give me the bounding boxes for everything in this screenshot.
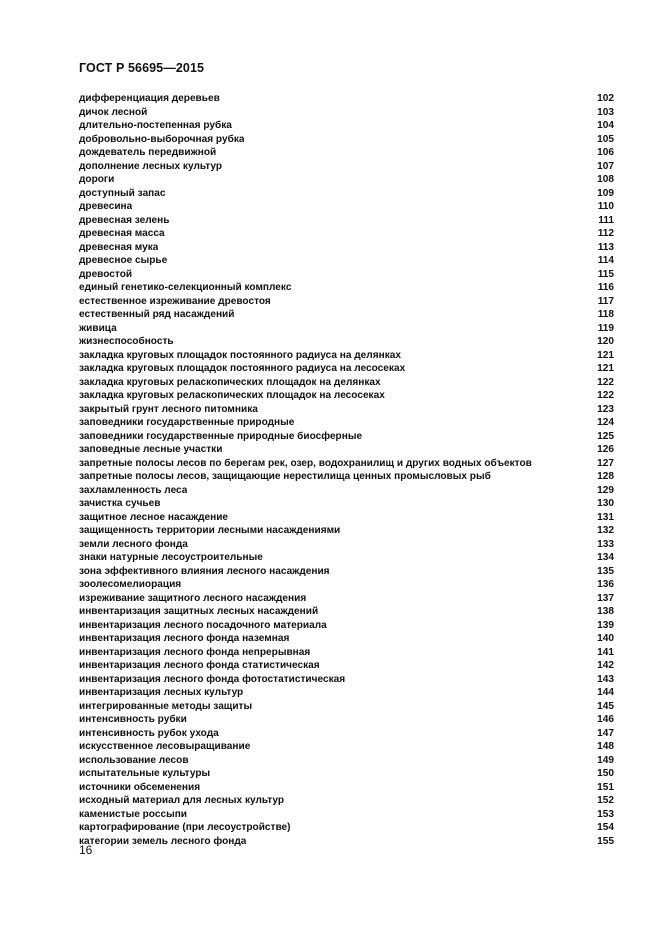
index-term: картографирование (при лесоустройстве): [79, 822, 291, 833]
index-term: единый генетико-селекционный комплекс: [79, 282, 292, 293]
index-row: [79, 430, 614, 444]
index-row: [79, 457, 614, 471]
index-term: знаки натурные лесоустроительные: [79, 552, 263, 563]
index-term: использование лесов: [79, 754, 189, 766]
index-page-ref: 102: [597, 93, 614, 104]
index-row: [79, 470, 614, 484]
index-term: искусственное лесовыращивание: [79, 741, 251, 752]
index-term: инвентаризация лесных культур: [79, 687, 244, 698]
index-row: [79, 389, 614, 403]
index-page-ref: 151: [597, 781, 614, 793]
index-term: древесина: [79, 201, 133, 212]
index-page-ref: 110: [597, 201, 614, 212]
index-row: [79, 686, 614, 700]
index-term: изреживание защитного лесного насаждения: [79, 592, 307, 604]
index-term: дополнение лесных культур: [79, 160, 223, 172]
index-page-ref: 103: [597, 106, 614, 118]
index-term: инвентаризация лесного фонда непрерывная: [79, 646, 311, 658]
index-page-ref: 120: [597, 336, 614, 347]
index-page-ref: 149: [597, 754, 614, 766]
index-page-ref: 106: [597, 147, 614, 158]
index-page-ref: 131: [597, 511, 614, 523]
term-index-list: [79, 92, 614, 848]
index-row: [79, 227, 614, 241]
index-term: закладка круговых площадок постоянного радиуса на лесосеках: [79, 363, 406, 374]
index-term: каменистые россыпи: [79, 808, 187, 820]
index-row: [79, 713, 614, 727]
index-term: живица: [79, 322, 117, 334]
index-page-ref: 116: [597, 282, 614, 293]
index-row: [79, 565, 614, 579]
index-page-ref: 115: [597, 268, 614, 280]
index-page-ref: 122: [597, 376, 614, 388]
index-row: [79, 308, 614, 322]
index-term: заповедные лесные участки: [79, 444, 223, 455]
page-number: 16: [79, 843, 93, 857]
index-term: дороги: [79, 174, 115, 185]
index-row: [79, 835, 614, 849]
index-row: [79, 551, 614, 565]
index-page-ref: 119: [597, 322, 614, 334]
index-term: категории земель лесного фонда: [79, 835, 247, 847]
index-row: [79, 241, 614, 255]
index-term: земли лесного фонда: [79, 538, 188, 550]
index-term: интегрированные методы защиты: [79, 700, 253, 712]
index-term: древесное сырье: [79, 255, 168, 266]
index-term: инвентаризация лесного фонда статистическая: [79, 660, 320, 671]
index-term: интенсивность рубок ухода: [79, 727, 219, 739]
index-row: [79, 524, 614, 538]
index-page-ref: 121: [597, 349, 614, 361]
index-row: [79, 92, 614, 106]
index-row: [79, 335, 614, 349]
index-row: [79, 673, 614, 687]
index-row: [79, 808, 614, 822]
index-row: [79, 794, 614, 808]
index-row: [79, 416, 614, 430]
index-row: [79, 268, 614, 282]
index-page-ref: 139: [597, 619, 614, 631]
index-term: зачистка сучьев: [79, 498, 161, 509]
index-row: [79, 443, 614, 457]
index-page-ref: 138: [597, 606, 614, 617]
index-page-ref: 141: [597, 646, 614, 658]
index-row: [79, 362, 614, 376]
index-term: естественное изреживание древостоя: [79, 295, 271, 307]
index-row: [79, 727, 614, 741]
index-term: естественный ряд насаждений: [79, 309, 235, 320]
index-term: древостой: [79, 268, 133, 280]
index-term: заповедники государственные природные: [79, 417, 295, 428]
index-page-ref: 136: [597, 579, 614, 590]
index-row: [79, 281, 614, 295]
index-term: доступный запас: [79, 187, 166, 199]
index-page-ref: 122: [597, 390, 614, 401]
index-term: закрытый грунт лесного питомника: [79, 403, 258, 415]
index-term: испытательные культуры: [79, 768, 211, 779]
index-row: [79, 497, 614, 511]
index-row: [79, 592, 614, 606]
index-page-ref: 113: [597, 241, 614, 253]
index-term: добровольно-выборочная рубка: [79, 133, 245, 145]
index-term: интенсивность рубки: [79, 714, 187, 725]
index-row: [79, 146, 614, 160]
index-page-ref: 152: [597, 795, 614, 806]
index-row: [79, 187, 614, 201]
index-term: зоолесомелиорация: [79, 579, 182, 590]
index-page-ref: 125: [597, 430, 614, 442]
index-row: [79, 214, 614, 228]
index-page-ref: 121: [597, 363, 614, 374]
index-row: [79, 754, 614, 768]
index-row: [79, 767, 614, 781]
index-page-ref: 153: [597, 808, 614, 820]
index-row: [79, 173, 614, 187]
index-page-ref: 109: [597, 187, 614, 199]
index-term: древесная масса: [79, 228, 165, 239]
index-page-ref: 154: [597, 822, 614, 833]
index-row: [79, 659, 614, 673]
index-term: дичок лесной: [79, 106, 148, 118]
index-row: [79, 349, 614, 363]
index-row: [79, 484, 614, 498]
index-row: [79, 821, 614, 835]
index-page-ref: 105: [597, 133, 614, 145]
index-term: древесная мука: [79, 241, 159, 253]
index-row: [79, 511, 614, 525]
index-row: [79, 376, 614, 390]
index-row: [79, 160, 614, 174]
index-row: [79, 646, 614, 660]
index-term: закладка круговых площадок постоянного радиуса на делянках: [79, 349, 401, 361]
index-row: [79, 781, 614, 795]
index-term: длительно-постепенная рубка: [79, 120, 232, 131]
index-page-ref: 155: [597, 835, 614, 847]
index-term: захламленность леса: [79, 484, 188, 496]
index-page-ref: 133: [597, 538, 614, 550]
index-term: источники обсеменения: [79, 781, 201, 793]
index-page-ref: 142: [597, 660, 614, 671]
index-row: [79, 133, 614, 147]
index-term: инвентаризация лесного фонда фотостатистическая: [79, 673, 346, 685]
index-term: древесная зелень: [79, 214, 170, 226]
index-page-ref: 128: [597, 471, 614, 482]
index-term: дифференциация деревьев: [79, 93, 220, 104]
index-page-ref: 137: [597, 592, 614, 604]
index-row: [79, 700, 614, 714]
index-page-ref: 147: [597, 727, 614, 739]
index-term: зона эффективного влияния лесного насаждения: [79, 565, 330, 577]
index-term: дождеватель передвижной: [79, 147, 217, 158]
index-page-ref: 111: [598, 214, 614, 226]
index-page-ref: 129: [597, 484, 614, 496]
index-term: запретные полосы лесов по берегам рек, озер, водохранилищ и других водных объектов: [79, 457, 532, 469]
index-row: [79, 295, 614, 309]
index-row: [79, 322, 614, 336]
index-row: [79, 632, 614, 646]
index-page-ref: 144: [597, 687, 614, 698]
index-term: закладка круговых реласкопических площадок на лесосеках: [79, 390, 385, 401]
index-row: [79, 200, 614, 214]
index-row: [79, 605, 614, 619]
index-term: жизнеспособность: [79, 336, 174, 347]
index-term: исходный материал для лесных культур: [79, 795, 285, 806]
index-term: запретные полосы лесов, защищающие нерестилища ценных промысловых рыб: [79, 471, 491, 482]
index-term: защищенность территории лесными насаждениями: [79, 525, 341, 536]
index-term: инвентаризация защитных лесных насаждений: [79, 606, 319, 617]
index-page-ref: 145: [597, 700, 614, 712]
index-page-ref: 150: [597, 768, 614, 779]
index-page-ref: 135: [597, 565, 614, 577]
index-page-ref: 124: [597, 417, 614, 428]
index-row: [79, 538, 614, 552]
index-page-ref: 118: [597, 309, 614, 320]
index-row: [79, 578, 614, 592]
index-row: [79, 403, 614, 417]
index-page-ref: 123: [597, 403, 614, 415]
index-term: инвентаризация лесного посадочного материала: [79, 619, 327, 631]
index-term: заповедники государственные природные биосферные: [79, 430, 363, 442]
index-page-ref: 134: [597, 552, 614, 563]
index-page-ref: 104: [597, 120, 614, 131]
index-page-ref: 148: [597, 741, 614, 752]
index-page-ref: 107: [597, 160, 614, 172]
index-page-ref: 130: [597, 498, 614, 509]
index-row: [79, 119, 614, 133]
index-term: закладка круговых реласкопических площадок на делянках: [79, 376, 381, 388]
index-row: [79, 254, 614, 268]
index-row: [79, 619, 614, 633]
document-header: ГОСТ Р 56695—2015: [79, 61, 205, 75]
index-page-ref: 126: [597, 444, 614, 455]
index-page-ref: 114: [597, 255, 614, 266]
index-page-ref: 140: [597, 633, 614, 644]
index-page-ref: 112: [597, 228, 614, 239]
index-page-ref: 117: [597, 295, 614, 307]
index-page-ref: 146: [597, 714, 614, 725]
index-page-ref: 132: [597, 525, 614, 536]
index-term: защитное лесное насаждение: [79, 511, 229, 523]
index-page-ref: 108: [597, 174, 614, 185]
index-row: [79, 106, 614, 120]
index-page-ref: 127: [597, 457, 614, 469]
index-row: [79, 740, 614, 754]
index-page-ref: 143: [597, 673, 614, 685]
index-term: инвентаризация лесного фонда наземная: [79, 633, 290, 644]
